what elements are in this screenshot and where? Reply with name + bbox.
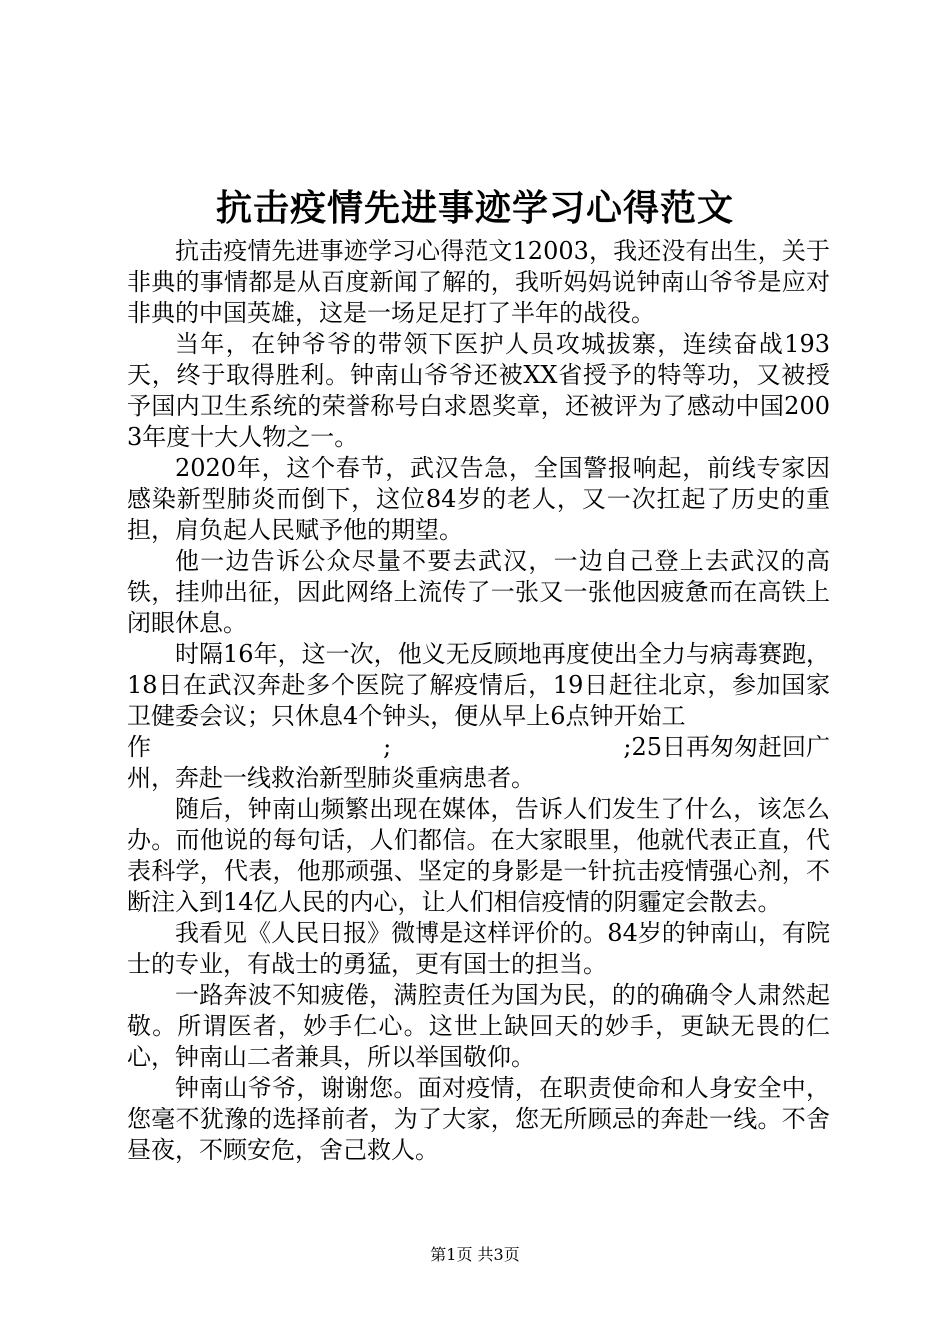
paragraph-7: 我看见《人民日报》微博是这样评价的。84岁的钟南山，有院士的专业，有战士的勇猛，更有国士的担当。 <box>127 919 830 978</box>
paragraph-4: 他一边告诉公众尽量不要去武汉，一边自己登上去武汉的高铁，挂帅出征，因此网络上流传了一张又一张他因疲惫而在高铁上闭眼休息。 <box>127 547 830 637</box>
document-body <box>127 236 830 1166</box>
paragraph-6: 随后，钟南山频繁出现在媒体，告诉人们发生了什么，该怎么办。而他说的每句话，人们都信。在大家眼里，他就代表正直，代表科学，代表，他那顽强、坚定的身影是一针抗击疫情强心剂，不断注入到14亿人民的内心，让人们相信疫情的阴霾定会散去。 <box>127 795 830 916</box>
paragraph-5: 时隔16年，这一次，他义无反顾地再度使出全力与病毒赛跑，18日在武汉奔赴多个医院了解疫情后，19日赶往北京，参加国家卫健委会议；只休息4个钟头，便从早上6点钟开始工 <box>127 640 830 730</box>
paragraph-3: 2020年，这个春节，武汉告急，全国警报响起，前线专家因感染新型肺炎而倒下，这位84岁的老人，又一次扛起了历史的重担，肩负起人民赋予他的期望。 <box>127 454 830 544</box>
spread-text-1: 作 <box>127 733 151 761</box>
paragraph-9: 钟南山爷爷，谢谢您。面对疫情，在职责使命和人身安全中，您毫不犹豫的选择前者，为了大家，您无所顾忌的奔赴一线。不舍昼夜，不顾安危，舍己救人。 <box>127 1074 830 1164</box>
spread-text-3: ;25日再匆匆赶回广 <box>623 733 830 761</box>
document-title: 抗击疫情先进事迹学习心得范文 <box>215 187 734 229</box>
paragraph-5-continuation: 州，奔赴一线救治新型肺炎重病患者。 <box>127 764 535 792</box>
paragraph-5-justified-line <box>127 732 830 763</box>
spread-text-2: ; <box>383 733 392 761</box>
paragraph-2: 当年，在钟爷爷的带领下医护人员攻城拔寨，连续奋战193天，终于取得胜利。钟南山爷爷还被XX省授予的特等功，又被授予国内卫生系统的荣誉称号白求恩奖章，还被评为了感动中国2003年度十大人物之一。 <box>127 330 830 451</box>
paragraph-8: 一路奔波不知疲倦，满腔责任为国为民，的的确确令人肃然起敬。所谓医者，妙手仁心。这世上缺回天的妙手，更缺无畏的仁心，钟南山二者兼具，所以举国敬仰。 <box>127 981 830 1071</box>
paragraph-1: 抗击疫情先进事迹学习心得范文12003，我还没有出生，关于非典的事情都是从百度新闻了解的，我听妈妈说钟南山爷爷是应对非典的中国英雄，这是一场足足打了半年的战役。 <box>127 237 830 327</box>
page-number-footer: 第1页 共3页 <box>430 1245 520 1264</box>
